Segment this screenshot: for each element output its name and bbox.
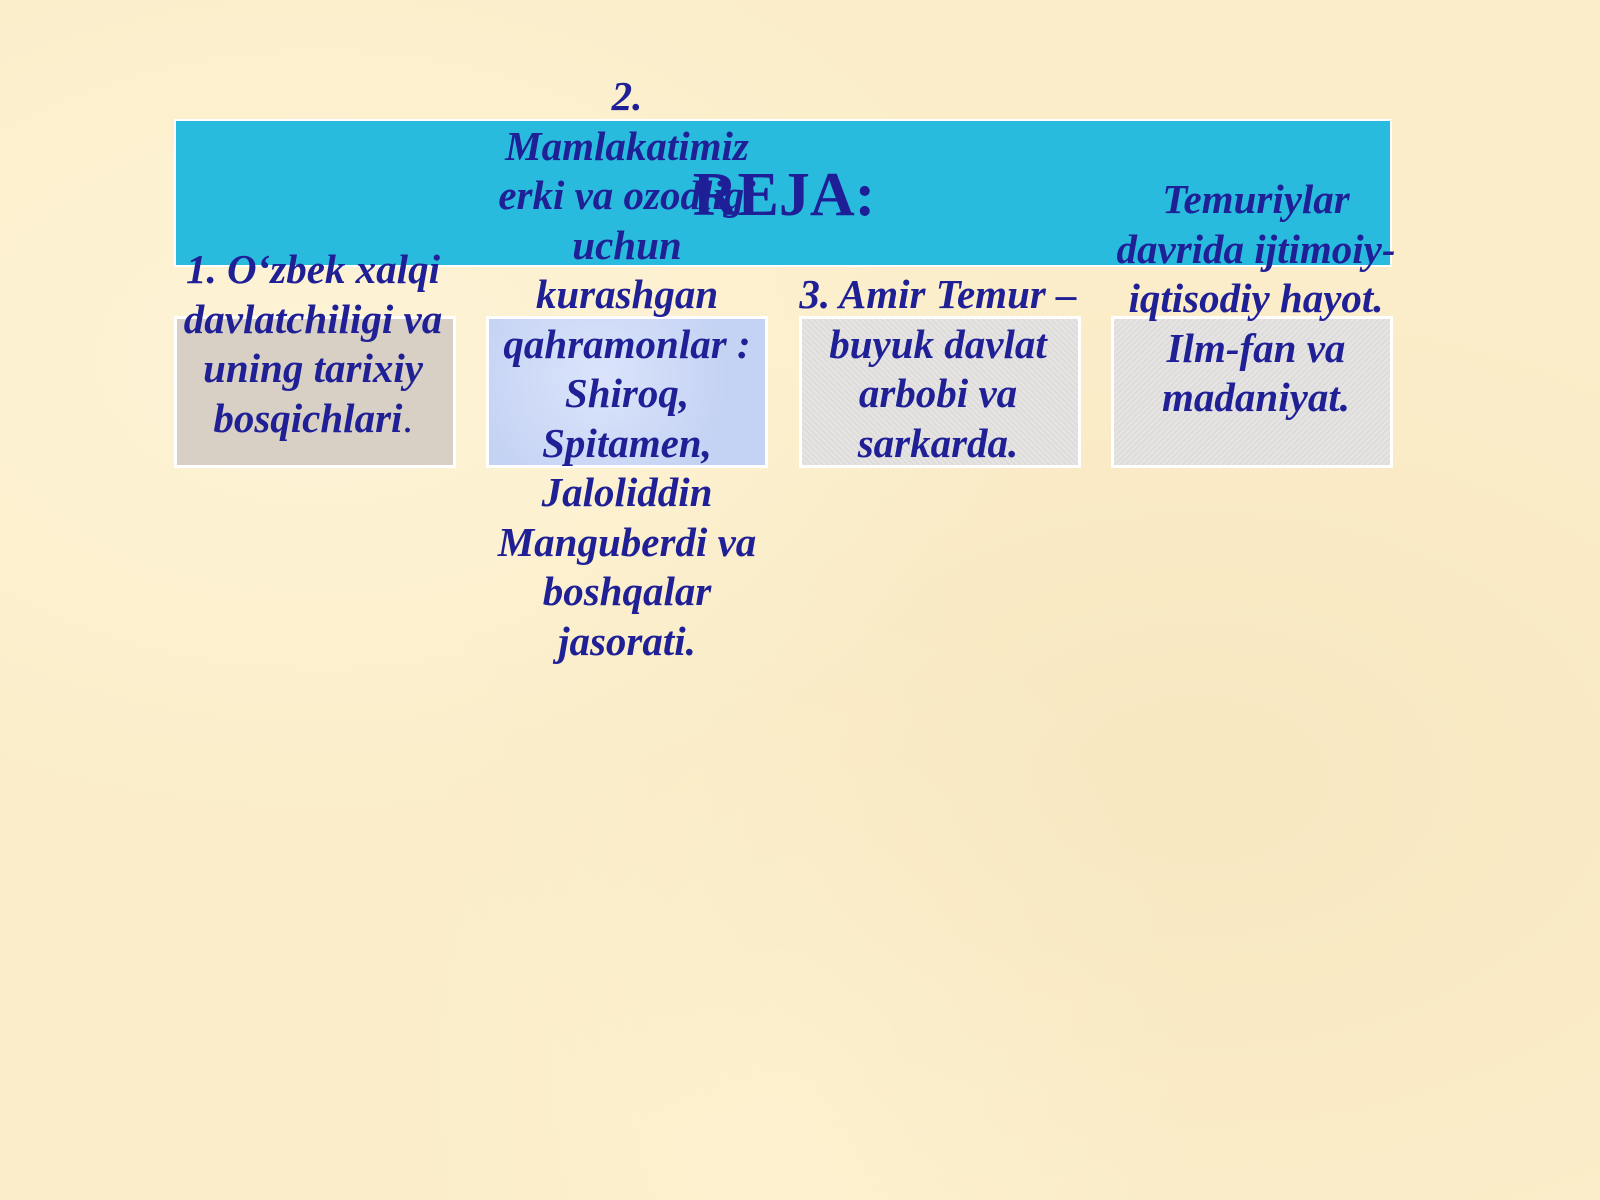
plan-item-2: 2. Mamlakatimiz erki va ozodligi uchun kurashgan qahramonlar : Shiroq, Spitamen, Jaloliddin Manguberdi va boshqalar jasorati. (497, 73, 757, 664)
plan-item-3: 3. Amir Temur – buyuk davlat arbobi va sarkarda. (799, 271, 1077, 466)
plan-item-4: Temuriylar davrida ijtimoiy-iqtisodiy hayot. Ilm-fan va madaniyat. (1116, 176, 1396, 420)
plan-item-1-text: 1. O‘zbek xalqi davlatchiligi va uning tarixiy bosqichlari (183, 246, 443, 441)
plan-item-1 (172, 245, 454, 443)
slide-title: REJA: (692, 161, 876, 229)
plan-item-1-trailing: . (402, 394, 413, 441)
